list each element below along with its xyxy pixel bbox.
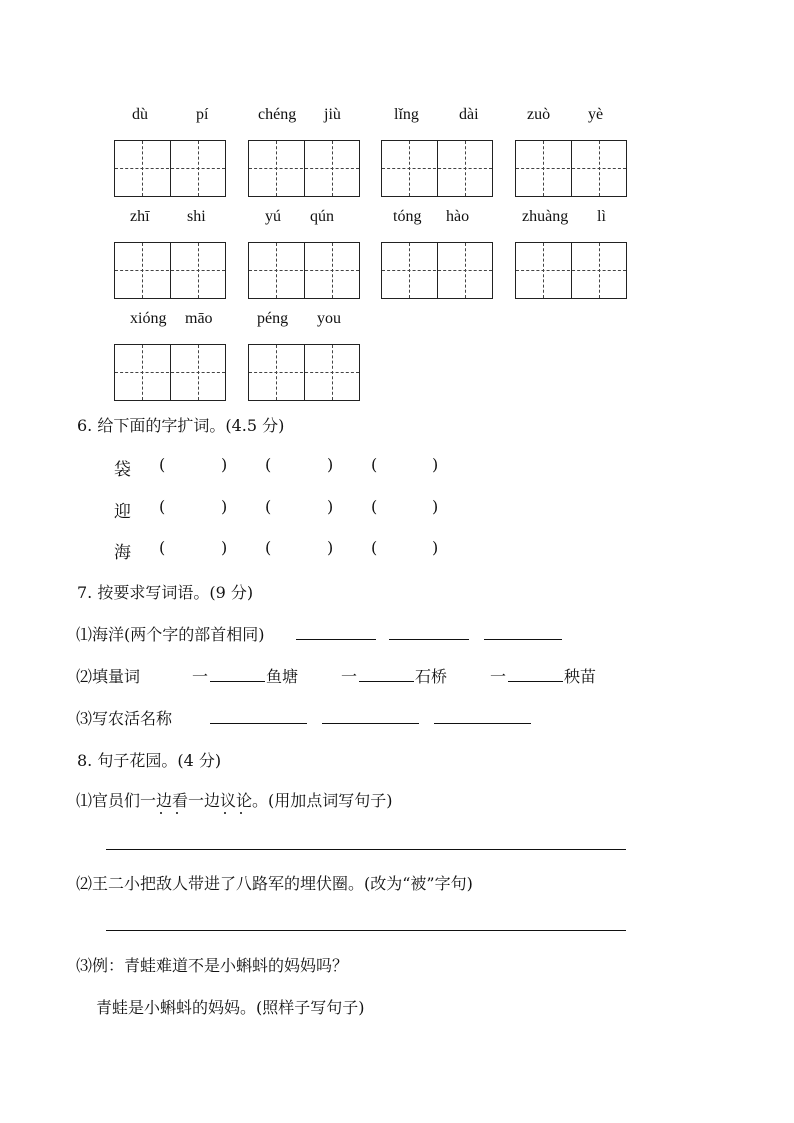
paren-blank: ) bbox=[221, 497, 228, 516]
q8-item2: ⑵王二小把敌人带进了八路军的埋伏圈。(改为“被”字句) bbox=[76, 874, 473, 893]
emphasis-dot bbox=[160, 812, 162, 814]
pinyin-5-1: zhī bbox=[130, 208, 150, 225]
answer-line[interactable] bbox=[389, 639, 469, 640]
q7-measure-prefix: 一 bbox=[341, 667, 358, 686]
writing-grid[interactable] bbox=[114, 242, 226, 299]
emphasis-dot bbox=[224, 812, 226, 814]
answer-line[interactable] bbox=[434, 723, 531, 724]
paren-blank[interactable]: ( bbox=[159, 538, 166, 557]
pinyin-3-2: dài bbox=[459, 106, 479, 123]
q6-heading: 6. 给下面的字扩词。(4.5 分) bbox=[77, 416, 285, 435]
paren-blank: ) bbox=[327, 455, 334, 474]
pinyin-2-2: jiù bbox=[324, 106, 341, 123]
paren-blank: ) bbox=[327, 538, 334, 557]
pinyin-5-2: shi bbox=[187, 208, 206, 225]
pinyin-7-2: hào bbox=[446, 208, 470, 225]
pinyin-4-2: yè bbox=[588, 106, 604, 123]
answer-line[interactable] bbox=[484, 639, 562, 640]
q8-item3-example: ⑶例：青蛙难道不是小蝌蚪的妈妈吗？ bbox=[76, 956, 349, 975]
q8-heading: 8. 句子花园。(4 分) bbox=[77, 751, 222, 770]
paren-blank[interactable]: ( bbox=[265, 497, 272, 516]
writing-grid[interactable] bbox=[381, 140, 493, 197]
pinyin-1-2: pí bbox=[196, 106, 209, 123]
pinyin-9-1: xióng bbox=[130, 310, 167, 327]
answer-line[interactable] bbox=[508, 681, 563, 682]
writing-grid[interactable] bbox=[248, 242, 360, 299]
q7-measure-noun: 秧苗 bbox=[564, 667, 597, 686]
pinyin-7-1: tóng bbox=[393, 208, 422, 225]
answer-line[interactable] bbox=[210, 681, 265, 682]
paren-blank: ) bbox=[432, 497, 439, 516]
paren-blank[interactable]: ( bbox=[371, 455, 378, 474]
writing-grid[interactable] bbox=[381, 242, 493, 299]
paren-blank[interactable]: ( bbox=[265, 538, 272, 557]
answer-line[interactable] bbox=[359, 681, 414, 682]
paren-blank[interactable]: ( bbox=[159, 497, 166, 516]
pinyin-6-2: qún bbox=[310, 208, 334, 225]
paren-blank[interactable]: ( bbox=[371, 497, 378, 516]
pinyin-10-1: péng bbox=[257, 310, 289, 327]
paren-blank[interactable]: ( bbox=[265, 455, 272, 474]
paren-blank: ) bbox=[432, 538, 439, 557]
writing-grid[interactable] bbox=[114, 344, 226, 401]
paren-blank[interactable]: ( bbox=[159, 455, 166, 474]
q6-char-2: 迎 bbox=[114, 502, 131, 522]
q7-measure-noun: 鱼塘 bbox=[266, 667, 299, 686]
answer-line[interactable] bbox=[106, 930, 626, 931]
writing-grid[interactable] bbox=[515, 242, 627, 299]
paren-blank: ) bbox=[221, 538, 228, 557]
q8-item1: ⑴官员们一边看一边议论。(用加点词写句子) bbox=[76, 791, 393, 810]
paren-blank: ) bbox=[432, 455, 439, 474]
paren-blank: ) bbox=[221, 455, 228, 474]
q7-measure-noun: 石桥 bbox=[415, 667, 448, 686]
pinyin-9-2: māo bbox=[185, 310, 213, 327]
q8-item3-instruction: 青蛙是小蝌蚪的妈妈。(照样子写句子) bbox=[96, 998, 365, 1017]
answer-line[interactable] bbox=[210, 723, 307, 724]
q7-measure-prefix: 一 bbox=[192, 667, 209, 686]
pinyin-4-1: zuò bbox=[527, 106, 551, 123]
q7-item1: ⑴海洋(两个字的部首相同) bbox=[76, 625, 265, 644]
paren-blank[interactable]: ( bbox=[371, 538, 378, 557]
emphasis-dot bbox=[240, 812, 242, 814]
pinyin-2-1: chéng bbox=[258, 106, 297, 123]
q7-item2-label: ⑵填量词 bbox=[76, 667, 141, 686]
q6-char-1: 袋 bbox=[114, 460, 131, 480]
writing-grid[interactable] bbox=[248, 140, 360, 197]
writing-grid[interactable] bbox=[248, 344, 360, 401]
answer-line[interactable] bbox=[106, 849, 626, 850]
pinyin-3-1: lǐng bbox=[394, 106, 419, 123]
pinyin-8-2: lì bbox=[597, 208, 606, 225]
answer-line[interactable] bbox=[296, 639, 376, 640]
answer-line[interactable] bbox=[322, 723, 419, 724]
q7-measure-prefix: 一 bbox=[490, 667, 507, 686]
writing-grid[interactable] bbox=[114, 140, 226, 197]
q6-char-3: 海 bbox=[114, 543, 131, 563]
writing-grid[interactable] bbox=[515, 140, 627, 197]
pinyin-6-1: yú bbox=[265, 208, 281, 225]
pinyin-10-2: you bbox=[317, 310, 341, 327]
pinyin-1-1: dù bbox=[132, 106, 148, 123]
emphasis-dot bbox=[176, 812, 178, 814]
q7-heading: 7. 按要求写词语。(9 分) bbox=[77, 583, 254, 602]
q7-item3: ⑶写农活名称 bbox=[76, 709, 173, 728]
pinyin-8-1: zhuàng bbox=[522, 208, 569, 225]
paren-blank: ) bbox=[327, 497, 334, 516]
